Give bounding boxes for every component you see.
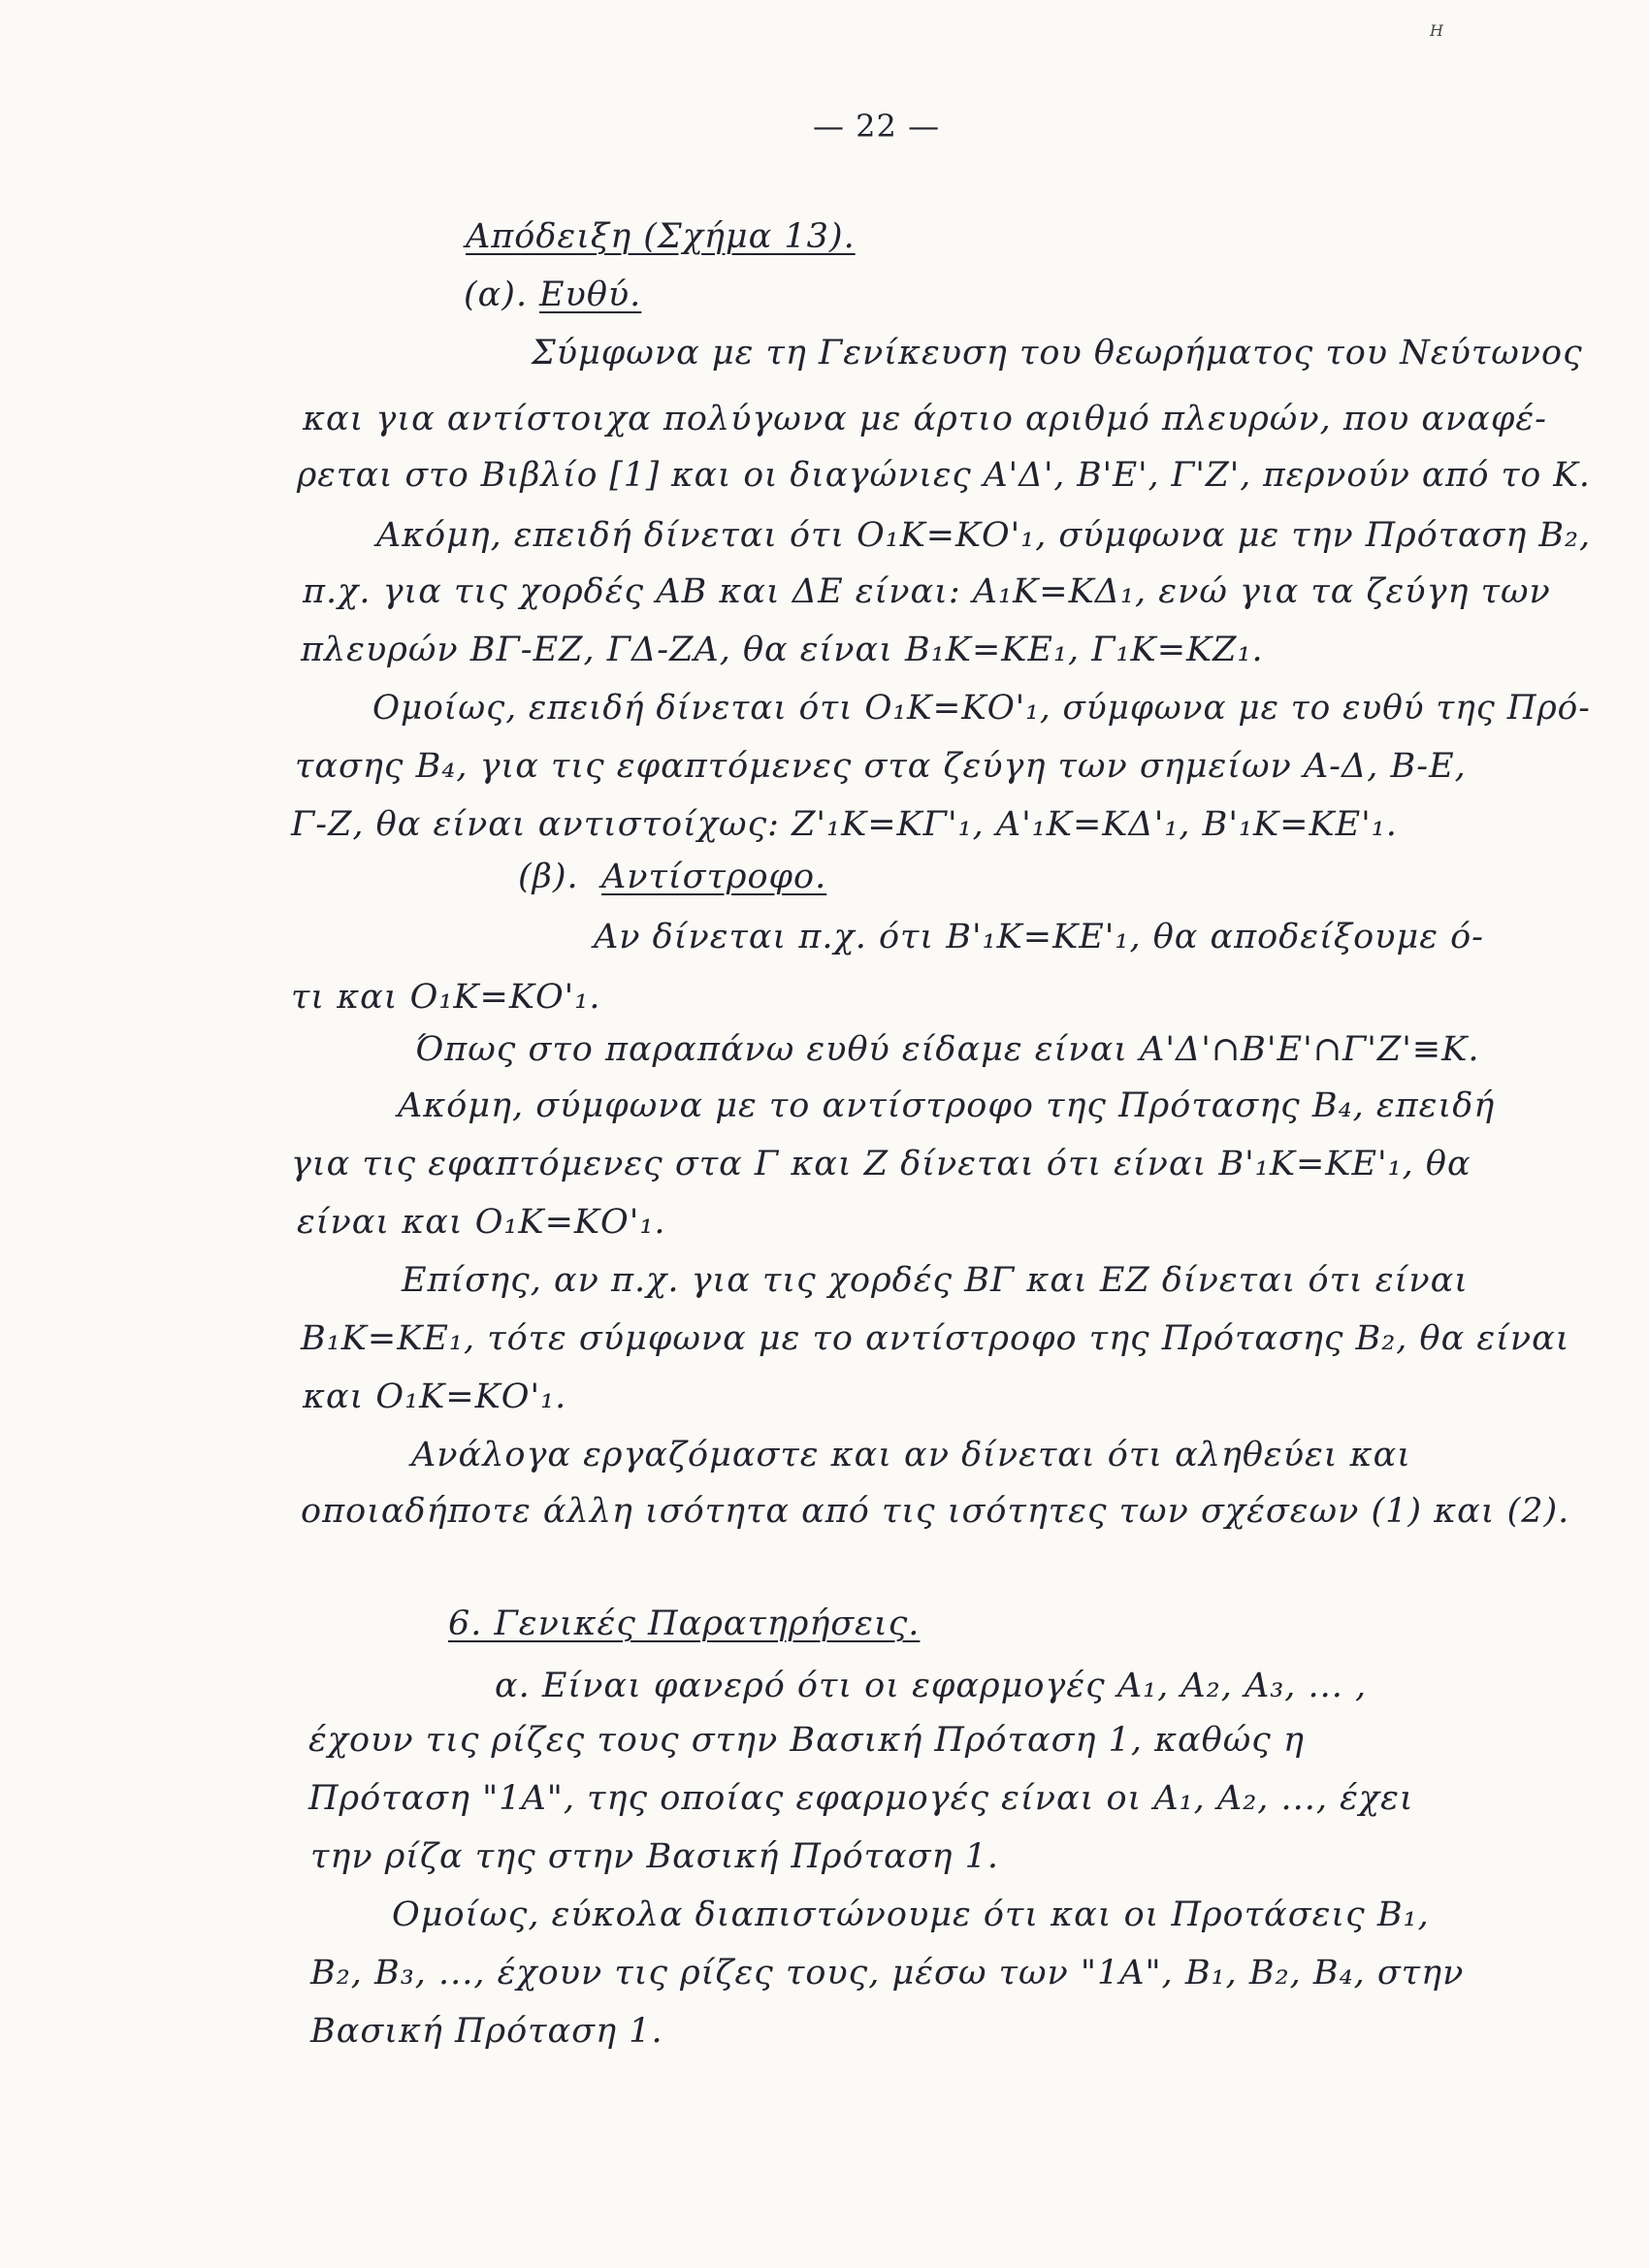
part-a-title: Ευθύ. — [539, 275, 642, 314]
part-b-title: Αντίστροφο. — [601, 858, 827, 896]
proof-line: Όπως στο παραπάνω ευθύ είδαμε είναι Α'Δ'∩Β'Ε'∩Γ'Ζ'≡Κ. — [415, 1030, 1480, 1069]
proof-line: Επίσης, αν π.χ. για τις χορδές ΒΓ και ΕΖ δίνεται ότι είναι — [402, 1261, 1469, 1300]
section-6-line: Πρόταση "1Α", της οποίας εφαρμογές είναι οι Α₁, Α₂, ..., έχει — [308, 1779, 1414, 1818]
section-6-line: έχουν τις ρίζες τους στην Βασική Πρόταση 1, καθώς η — [308, 1721, 1305, 1760]
part-a-label: (α). — [464, 275, 529, 314]
section-6-line: Ομοίως, εύκολα διαπιστώνουμε ότι και οι Προτάσεις Β₁, — [392, 1895, 1430, 1934]
proof-line: Σύμφωνα με τη Γενίκευση του θεωρήματος του Νεύτωνος — [532, 334, 1583, 373]
section-6-title: 6. Γενικές Παρατηρήσεις. — [448, 1604, 921, 1643]
proof-line: ρεται στο Βιβλίο [1] και οι διαγώνιες Α'Δ', Β'Ε', Γ'Ζ', περνούν από το Κ. — [297, 456, 1591, 495]
part-b-label: (β). — [518, 858, 579, 896]
proof-line: Ανάλογα εργαζόμαστε και αν δίνεται ότι αληθεύει και — [411, 1436, 1411, 1474]
proof-heading: Απόδειξη (Σχήμα 13). — [466, 217, 856, 256]
proof-line: οποιαδήποτε άλλη ισότητα από τις ισότητες των σχέσεων (1) και (2). — [301, 1492, 1570, 1531]
proof-line: είναι και Ο₁Κ=ΚΟ'₁. — [297, 1203, 666, 1242]
section-6-line: Βασική Πρόταση 1. — [310, 2012, 663, 2051]
proof-line: τι και Ο₁Κ=ΚΟ'₁. — [291, 978, 601, 1017]
proof-line: Ομοίως, επειδή δίνεται ότι Ο₁Κ=ΚΟ'₁, σύμφωνα με το ευθύ της Πρό- — [372, 689, 1591, 728]
proof-line: π.χ. για τις χορδές ΑΒ και ΔΕ είναι: Α₁Κ=ΚΔ₁, ενώ για τα ζεύγη των — [303, 572, 1551, 611]
section-6-line: α. Είναι φανερό ότι οι εφαρμογές Α₁, Α₂, Α₃, ... , — [495, 1667, 1368, 1705]
page-number: — 22 — — [813, 108, 941, 145]
proof-line: Ακόμη, σύμφωνα με το αντίστροφο της Πρότασης Β₄, επειδή — [398, 1086, 1496, 1125]
proof-line: τασης Β₄, για τις εφαπτόμενες στα ζεύγη των σημείων Α-Δ, Β-Ε, — [295, 747, 1467, 786]
section-6-line: Β₂, Β₃, ..., έχουν τις ρίζες τους, μέσω των "1Α", Β₁, Β₂, Β₄, στην — [310, 1954, 1465, 1993]
proof-line: για τις εφαπτόμενες στα Γ και Ζ δίνεται ότι είναι Β'₁Κ=ΚΕ'₁, θα — [291, 1145, 1471, 1183]
proof-line: Γ-Ζ, θα είναι αντιστοίχως: Ζ'₁Κ=ΚΓ'₁, Α'₁Κ=ΚΔ'₁, Β'₁Κ=ΚΕ'₁. — [291, 805, 1398, 844]
proof-line: Ακόμη, επειδή δίνεται ότι Ο₁Κ=ΚΟ'₁, σύμφωνα με την Πρόταση Β₂, — [376, 516, 1592, 555]
proof-line: και για αντίστοιχα πολύγωνα με άρτιο αριθμό πλευρών, που αναφέ- — [303, 400, 1548, 438]
corner-mark: H — [1430, 21, 1443, 40]
proof-line: Αν δίνεται π.χ. ότι Β'₁Κ=ΚΕ'₁, θα αποδείξουμε ό- — [594, 918, 1484, 956]
proof-line: Β₁Κ=ΚΕ₁, τότε σύμφωνα με το αντίστροφο της Πρότασης Β₂, θα είναι — [301, 1319, 1570, 1358]
proof-line: και Ο₁Κ=ΚΟ'₁. — [303, 1377, 567, 1416]
proof-line: πλευρών ΒΓ-ΕΖ, ΓΔ-ΖΑ, θα είναι Β₁Κ=ΚΕ₁, Γ₁Κ=ΚΖ₁. — [301, 631, 1264, 669]
section-6-line: την ρίζα της στην Βασική Πρόταση 1. — [310, 1837, 1000, 1876]
